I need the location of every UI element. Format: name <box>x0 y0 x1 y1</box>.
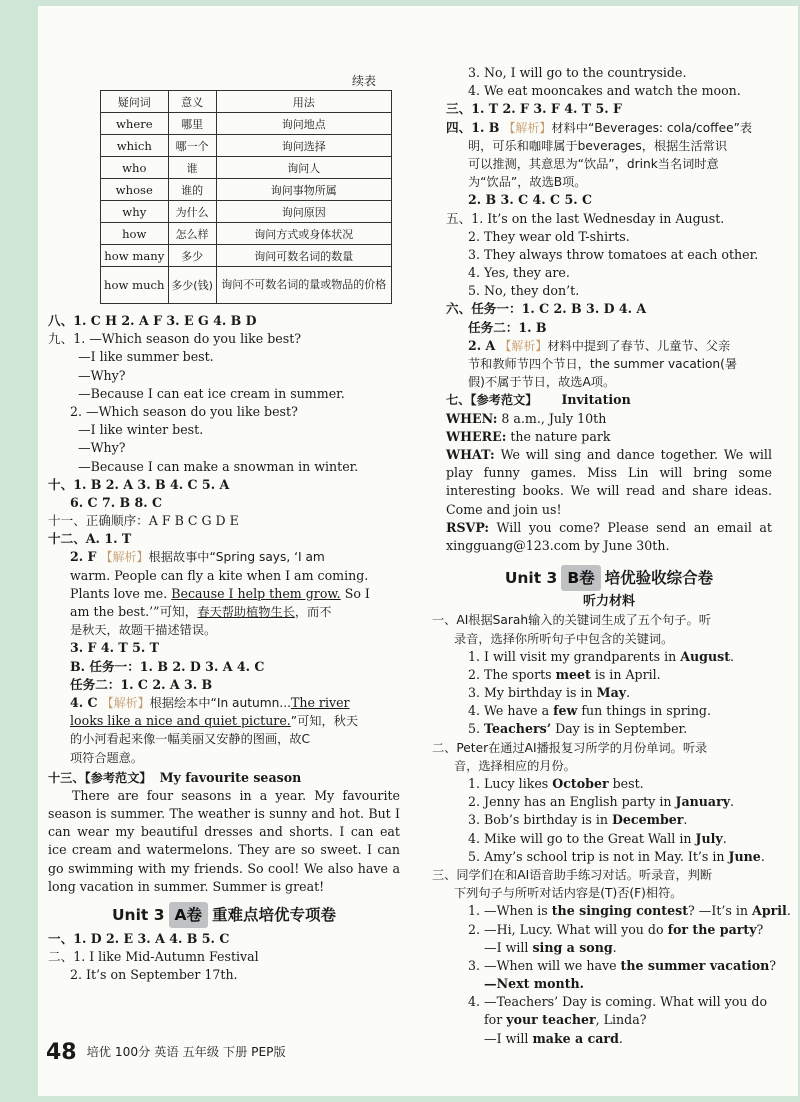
table-row <box>101 179 392 201</box>
keyword: Teachers’ <box>484 721 552 737</box>
unit-title: 重难点培优专项卷 <box>212 906 337 925</box>
essay-label: 十三、【参考范文】 <box>48 770 152 785</box>
list-item <box>446 793 772 811</box>
table-cell: 多少 <box>168 245 216 267</box>
field-key: WHAT: <box>446 446 495 462</box>
explanation-line: 为“饮品”，故选B项。 <box>468 175 587 190</box>
answer-line: B. 任务一：1. B 2. D 3. A 4. C <box>70 658 265 674</box>
dialogue-line: —Next month. <box>484 976 585 992</box>
answer-line: 六、任务一：1. C 2. B 3. D 4. A <box>446 301 647 317</box>
item-text: 2. —Hi, Lucy. What will you do <box>468 921 668 937</box>
table-row <box>101 245 392 267</box>
table-cell: who <box>101 157 169 179</box>
section-instruction: 三、同学们在和AI语音助手练习对话。听录音，判断 <box>432 867 713 882</box>
table-header: 疑问词 <box>101 91 169 113</box>
section-instruction: 音，选择相应的月份。 <box>454 758 576 773</box>
answer-line: 任务二：1. B <box>468 319 547 335</box>
item-text: Day is in September. <box>551 721 688 737</box>
underlined-text: The river <box>290 694 350 710</box>
table-cell: 询问不可数名词的量或物品的价格 <box>216 267 391 304</box>
explanation-text: am the best.’”可知， <box>70 604 198 619</box>
explanation-line <box>48 603 400 621</box>
table-row <box>101 201 392 223</box>
list-item <box>446 666 772 684</box>
answer-line: 八、1. C H 2. A F 3. E G 4. B D <box>48 313 257 328</box>
list-item <box>446 811 772 829</box>
item-text: . <box>722 830 727 846</box>
keyword: your teacher <box>506 1012 596 1028</box>
section-instruction: 录音，选择你所听句子中包含的关键词。 <box>454 631 674 646</box>
keyword: December <box>612 812 684 828</box>
item-text: . <box>618 1030 623 1046</box>
answer-line: 二、1. I like Mid-Autumn Festival <box>48 949 259 965</box>
explanation-text: 根据绘本中“In autumn... <box>149 695 291 710</box>
answer-line: 6. C 7. B 8. C <box>70 494 163 510</box>
analysis-tag: 【解析】 <box>499 338 548 353</box>
item-text: —I will <box>484 1030 533 1046</box>
item-text: 4. Mike will go to the Great Wall in <box>468 830 696 846</box>
keyword: January <box>675 794 731 810</box>
keyword: June <box>728 848 761 864</box>
item-text: ? —It’s in <box>688 903 753 919</box>
keyword: May <box>596 685 627 701</box>
underlined-text: Because I help them grow. <box>171 585 341 601</box>
item-text: 5. <box>468 721 485 737</box>
explanation-line <box>48 712 400 730</box>
list-item <box>446 848 772 866</box>
table-row <box>101 223 392 245</box>
explanation-text: 根据故事中“Spring says, ‘I am <box>148 550 325 565</box>
essay-body: There are four seasons in a year. My favourite season is summer. The weather is sunny and hot. But I can wear my beautiful dresses and shorts. I can eat ice cream and watermelons. They are so sweet. I can go swimming with my friends. So cool! We also have a long vacation in summer. Summer is great! <box>48 787 400 894</box>
explanation-text: ，而不 <box>294 605 332 619</box>
list-item <box>446 720 772 738</box>
dialogue-line <box>446 902 791 920</box>
list-item <box>446 702 772 720</box>
table-header: 用法 <box>216 91 391 113</box>
explanation-line <box>446 337 772 355</box>
keyword: the singing contest <box>551 903 689 919</box>
item-text: . <box>730 648 735 664</box>
table-cell: 多少(钱) <box>168 267 216 304</box>
answer-line: 一、1. D 2. E 3. A 4. B 5. C <box>48 931 230 947</box>
dialogue-line <box>446 1011 772 1029</box>
table-header: 意义 <box>168 91 216 113</box>
section-instruction: 下列句子与所听对话内容是(T)否(F)相符。 <box>454 886 683 901</box>
item-text: 3. —When will we have <box>468 957 621 973</box>
answer-line: 3. No, I will go to the countryside. <box>468 65 687 80</box>
field-value: Will you come? Please send an email at xingguang@123.com by June 30th. <box>446 519 772 553</box>
field-value: the nature park <box>510 428 611 444</box>
invitation-when <box>446 410 772 428</box>
item-text: . <box>786 903 791 919</box>
item-text: —I will <box>484 939 533 955</box>
table-cell: 为什么 <box>168 201 216 223</box>
essay-heading <box>446 391 772 409</box>
item-text: is in April. <box>590 666 661 682</box>
table-cell: 询问地点 <box>216 113 391 135</box>
underlined-text: looks like a nice and quiet picture. <box>70 713 291 729</box>
table-row <box>101 157 392 179</box>
table-cell: whose <box>101 179 169 201</box>
table-cell: 怎么样 <box>168 223 216 245</box>
answer-line: —Because I can eat ice cream in summer. <box>78 385 345 401</box>
item-text: 4. We have a <box>468 703 554 719</box>
answer-line: 2. It’s on September 17th. <box>70 967 238 983</box>
explanation-line: 是秋天，故题干描述错误。 <box>70 623 217 638</box>
table-cell: 询问选择 <box>216 135 391 157</box>
answer-label: 4. C <box>70 694 98 710</box>
keyword: July <box>695 830 723 846</box>
table-row <box>101 113 392 135</box>
answer-line: —Why? <box>78 440 126 456</box>
explanation-text: 材料中提到了春节、儿童节、父亲 <box>547 338 731 353</box>
item-text: 2. Jenny has an English party in <box>468 794 676 810</box>
explanation-text: 材料中“Beverages: cola/coffee”表 <box>551 120 753 135</box>
paper-badge: B卷 <box>561 565 600 591</box>
table-cell: 询问人 <box>216 157 391 179</box>
list-item <box>446 830 772 848</box>
table-cell: 询问事物所属 <box>216 179 391 201</box>
left-column <box>48 312 400 985</box>
unit-label: Unit 3 <box>504 569 558 588</box>
field-key: WHERE: <box>446 428 507 444</box>
answer-line: 4. We eat mooncakes and watch the moon. <box>468 83 741 99</box>
item-text: 5. Amy’s school trip is not in May. It’s in <box>468 848 729 864</box>
essay-title: My favourite season <box>159 769 302 785</box>
underlined-text: 春天帮助植物生长 <box>197 605 295 619</box>
item-text: 1. —When is <box>468 903 552 919</box>
explanation-line <box>48 694 400 712</box>
item-text: ? <box>769 957 777 973</box>
answer-line: —I like summer best. <box>78 349 214 365</box>
dialogue-line <box>446 957 777 975</box>
table-cell: 询问可数名词的数量 <box>216 245 391 267</box>
answer-line: 2. B 3. C 4. C 5. C <box>468 192 592 208</box>
item-text: . <box>626 685 631 701</box>
item-text: . <box>683 812 688 828</box>
explanation-line <box>446 119 772 137</box>
keyword: few <box>553 703 578 719</box>
answer-line: —Because I can make a snowman in winter. <box>78 458 359 474</box>
keyword: sing a song <box>532 939 613 955</box>
continued-label: 续表 <box>352 74 377 88</box>
explanation-line: 项符合题意。 <box>70 750 144 765</box>
answer-line: 九、1. —Which season do you like best? <box>48 331 302 347</box>
explanation-line <box>48 585 400 603</box>
dialogue-line <box>446 939 772 957</box>
answer-line: 2. —Which season do you like best? <box>70 403 298 419</box>
item-text: fun things in spring. <box>577 703 711 719</box>
unit-title: 培优验收综合卷 <box>604 569 714 588</box>
answer-line: 4. Yes, they are. <box>468 265 570 281</box>
keyword: make a card <box>532 1030 619 1046</box>
answer-line: 三、1. T 2. F 3. F 4. T 5. F <box>446 101 622 117</box>
essay-title: Invitation <box>561 392 631 408</box>
explanation-line: 可以推测，其意思为“饮品”，drink当名词时意 <box>468 156 719 171</box>
keyword: meet <box>555 666 591 682</box>
explanation-line: warm. People can fly a kite when I am coming. <box>70 567 369 583</box>
analysis-tag: 【解析】 <box>503 120 552 135</box>
answer-line: 任务二：1. C 2. A 3. B <box>70 676 213 692</box>
list-item <box>446 775 772 793</box>
dialogue-line <box>446 1030 772 1048</box>
dialogue-line <box>446 921 772 939</box>
field-value: 8 a.m., July 10th <box>501 410 607 426</box>
explanation-line: 节和教师节四个节日，the summer vacation(暑 <box>468 357 738 371</box>
unit3b-heading <box>446 565 772 591</box>
invitation-rsvp <box>446 519 772 555</box>
unit3a-heading <box>48 902 400 928</box>
table-cell: 询问方式或身体状况 <box>216 223 391 245</box>
table-cell: how <box>101 223 169 245</box>
answer-line: 十、1. B 2. A 3. B 4. C 5. A <box>48 476 230 492</box>
analysis-tag: 【解析】 <box>101 695 150 710</box>
table-cell: 谁 <box>168 157 216 179</box>
list-item <box>446 684 772 702</box>
list-item <box>446 648 772 666</box>
table-cell: which <box>101 135 169 157</box>
explanation-line: 明，可乐和咖啡属于beverages，根据生活常识 <box>468 138 728 153</box>
item-text: 3. Bob’s birthday is in <box>468 812 612 828</box>
essay-label: 七、【参考范文】 <box>446 393 538 408</box>
answer-line: 五、1. It’s on the last Wednesday in August. <box>446 210 725 226</box>
footer-text: 培优 100分 英语 五年级 下册 PEP版 <box>86 1045 286 1059</box>
item-text: . <box>612 939 617 955</box>
paper-badge: A卷 <box>169 902 209 928</box>
section-instruction: 二、Peter在通过AI播报复习所学的月份单词。听录 <box>432 740 708 755</box>
keyword: April <box>752 903 787 919</box>
invitation-where <box>446 428 772 446</box>
keyword: October <box>552 776 609 792</box>
keyword: August <box>680 648 731 664</box>
field-value: We will sing and dance together. We will play funny games. Miss Lin will bring some interesting books. We will read and share ideas. Come and join us! <box>446 446 772 517</box>
analysis-tag: 【解析】 <box>100 550 149 565</box>
answer-label: 四、1. B <box>446 119 500 135</box>
explanation-line: 的小河看起来像一幅美丽又安静的图画，故C <box>70 732 311 747</box>
page-footer <box>46 1040 286 1065</box>
dialogue-line: 4. —Teachers’ Day is coming. What will you do <box>468 994 768 1010</box>
explanation-text: ”可知，秋天 <box>290 714 359 729</box>
item-text: , Linda? <box>595 1012 647 1028</box>
answer-label: 2. F <box>70 549 97 565</box>
keyword: for the party <box>667 921 757 937</box>
answer-line: 十二、A. 1. T <box>48 531 132 547</box>
item-text: best. <box>608 776 644 792</box>
explanation-line: 假)不属于节日，故选A项。 <box>468 375 616 390</box>
table-cell: where <box>101 113 169 135</box>
item-text: 1. I will visit my grandparents in <box>468 648 681 664</box>
answer-label: 2. A <box>468 337 496 353</box>
explanation-line <box>48 548 400 566</box>
item-text: for <box>484 1012 507 1028</box>
field-key: RSVP: <box>446 519 490 535</box>
table-cell: 谁的 <box>168 179 216 201</box>
page-number: 48 <box>46 1040 77 1065</box>
answer-line: 3. They always throw tomatoes at each other. <box>468 246 759 262</box>
table-cell: 询问原因 <box>216 201 391 223</box>
table-row <box>101 135 392 157</box>
item-text: 1. Lucy likes <box>468 776 553 792</box>
right-column <box>432 64 791 1048</box>
explanation-text: Plants love me. <box>70 585 172 601</box>
table-row <box>101 267 392 304</box>
question-word-table <box>100 90 392 304</box>
answer-line: —Why? <box>78 367 126 383</box>
invitation-what <box>446 446 772 519</box>
answer-line: 3. F 4. T 5. T <box>70 640 160 656</box>
table-cell: 哪里 <box>168 113 216 135</box>
section-instruction: 一、AI根据Sarah输入的关键词生成了五个句子。听 <box>432 613 711 628</box>
table-cell: how much <box>101 267 169 304</box>
answer-line: 2. They wear old T-shirts. <box>468 228 630 244</box>
item-text: 2. The sports <box>468 666 556 682</box>
keyword: the summer vacation <box>620 957 770 973</box>
table-cell: why <box>101 201 169 223</box>
explanation-text: So I <box>340 585 370 601</box>
item-text: 3. My birthday is in <box>468 685 597 701</box>
table-cell: 哪一个 <box>168 135 216 157</box>
table-cell: how many <box>101 245 169 267</box>
answer-line: 十一、正确顺序：A F B C G D E <box>48 513 239 529</box>
unit-label: Unit 3 <box>111 906 165 925</box>
answer-line: 5. No, they don’t. <box>468 283 580 299</box>
item-text: . <box>730 794 735 810</box>
listening-subtitle: 听力材料 <box>582 594 635 610</box>
item-text: ? <box>756 921 764 937</box>
item-text: . <box>760 848 765 864</box>
essay-heading <box>48 769 400 787</box>
field-key: WHEN: <box>446 410 498 426</box>
table-header-row <box>101 91 392 113</box>
answer-line: —I like winter best. <box>78 422 204 438</box>
